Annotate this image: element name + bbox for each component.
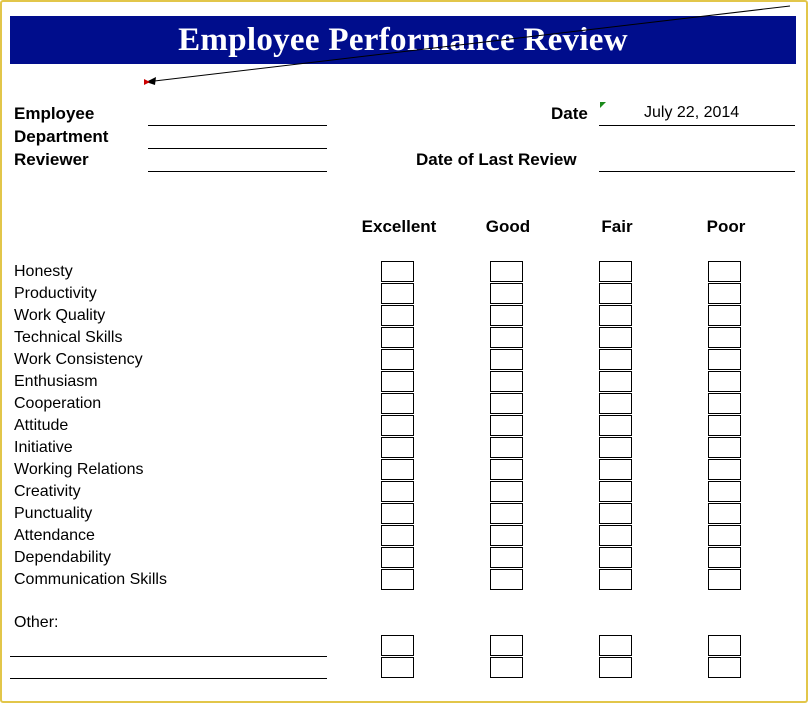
last-review-field[interactable] [599,171,795,172]
other-rating-checkbox-good[interactable] [490,657,523,678]
criterion-label: Dependability [14,549,111,566]
other-rating-checkbox-fair[interactable] [599,635,632,656]
rating-checkbox-fair[interactable] [599,525,632,546]
criterion-label: Punctuality [14,505,93,522]
criterion-label: Enthusiasm [14,373,98,390]
employee-label: Employee [14,104,95,123]
page-title: Employee Performance Review [178,21,628,58]
rating-checkbox-poor[interactable] [708,459,741,480]
rating-checkbox-poor[interactable] [708,349,741,370]
other-rating-checkbox-poor[interactable] [708,657,741,678]
other-rating-checkbox-excellent[interactable] [381,635,414,656]
rating-checkbox-excellent[interactable] [381,503,414,524]
other-rating-checkbox-poor[interactable] [708,635,741,656]
rating-checkbox-good[interactable] [490,283,523,304]
criterion-label: Work Consistency [14,351,143,368]
rating-checkbox-excellent[interactable] [381,305,414,326]
last-review-label: Date of Last Review [416,150,577,169]
rating-checkbox-excellent[interactable] [381,415,414,436]
rating-checkbox-excellent[interactable] [381,525,414,546]
rating-header-good: Good [485,217,531,236]
criterion-label: Initiative [14,439,73,456]
other-line-1[interactable] [10,656,327,657]
rating-checkbox-fair[interactable] [599,371,632,392]
rating-checkbox-excellent[interactable] [381,349,414,370]
rating-checkbox-fair[interactable] [599,349,632,370]
rating-checkbox-good[interactable] [490,393,523,414]
rating-checkbox-good[interactable] [490,503,523,524]
other-label: Other: [14,614,59,631]
criterion-label: Creativity [14,483,81,500]
criterion-label: Attitude [14,417,69,434]
rating-checkbox-excellent[interactable] [381,481,414,502]
rating-header-fair: Fair [601,217,633,236]
criterion-label: Productivity [14,285,97,302]
rating-checkbox-fair[interactable] [599,547,632,568]
rating-checkbox-good[interactable] [490,305,523,326]
rating-checkbox-excellent[interactable] [381,283,414,304]
rating-checkbox-excellent[interactable] [381,547,414,568]
rating-checkbox-poor[interactable] [708,371,741,392]
rating-checkbox-poor[interactable] [708,503,741,524]
rating-checkbox-excellent[interactable] [381,437,414,458]
rating-checkbox-good[interactable] [490,525,523,546]
rating-checkbox-good[interactable] [490,349,523,370]
date-label: Date [551,104,588,123]
rating-checkbox-poor[interactable] [708,525,741,546]
rating-checkbox-poor[interactable] [708,415,741,436]
department-field[interactable] [148,148,327,149]
other-line-2[interactable] [10,678,327,679]
rating-checkbox-good[interactable] [490,437,523,458]
rating-checkbox-fair[interactable] [599,415,632,436]
other-rating-checkbox-good[interactable] [490,635,523,656]
department-label: Department [14,127,109,146]
rating-checkbox-good[interactable] [490,327,523,348]
employee-field[interactable] [148,125,327,126]
rating-checkbox-fair[interactable] [599,327,632,348]
rating-checkbox-poor[interactable] [708,283,741,304]
rating-checkbox-fair[interactable] [599,305,632,326]
criterion-label: Communication Skills [14,571,167,588]
rating-checkbox-good[interactable] [490,569,523,590]
other-rating-checkbox-fair[interactable] [599,657,632,678]
rating-checkbox-fair[interactable] [599,503,632,524]
rating-checkbox-excellent[interactable] [381,569,414,590]
rating-checkbox-excellent[interactable] [381,459,414,480]
date-value[interactable]: July 22, 2014 [644,104,740,121]
rating-checkbox-fair[interactable] [599,569,632,590]
rating-checkbox-poor[interactable] [708,569,741,590]
criterion-label: Work Quality [14,307,106,324]
rating-checkbox-good[interactable] [490,415,523,436]
rating-checkbox-fair[interactable] [599,393,632,414]
rating-checkbox-fair[interactable] [599,437,632,458]
criterion-label: Cooperation [14,395,102,412]
criterion-label: Technical Skills [14,329,123,346]
rating-checkbox-fair[interactable] [599,283,632,304]
rating-checkbox-good[interactable] [490,371,523,392]
rating-checkbox-good[interactable] [490,547,523,568]
rating-checkbox-poor[interactable] [708,547,741,568]
rating-checkbox-poor[interactable] [708,437,741,458]
rating-checkbox-excellent[interactable] [381,327,414,348]
rating-checkbox-good[interactable] [490,261,523,282]
rating-checkbox-excellent[interactable] [381,371,414,392]
date-field[interactable] [599,125,795,126]
other-rating-checkbox-excellent[interactable] [381,657,414,678]
rating-checkbox-good[interactable] [490,481,523,502]
rating-header-excellent: Excellent [361,217,437,236]
rating-checkbox-poor[interactable] [708,261,741,282]
rating-header-poor: Poor [706,217,746,236]
rating-checkbox-good[interactable] [490,459,523,480]
rating-checkbox-fair[interactable] [599,261,632,282]
rating-checkbox-poor[interactable] [708,305,741,326]
rating-checkbox-poor[interactable] [708,327,741,348]
rating-checkbox-excellent[interactable] [381,261,414,282]
rating-checkbox-excellent[interactable] [381,393,414,414]
reviewer-label: Reviewer [14,150,89,169]
rating-checkbox-poor[interactable] [708,393,741,414]
rating-checkbox-fair[interactable] [599,459,632,480]
criterion-label: Honesty [14,263,73,280]
criterion-label: Attendance [14,527,95,544]
reviewer-field[interactable] [148,171,327,172]
rating-checkbox-poor[interactable] [708,481,741,502]
rating-checkbox-fair[interactable] [599,481,632,502]
criterion-label: Working Relations [14,461,144,478]
